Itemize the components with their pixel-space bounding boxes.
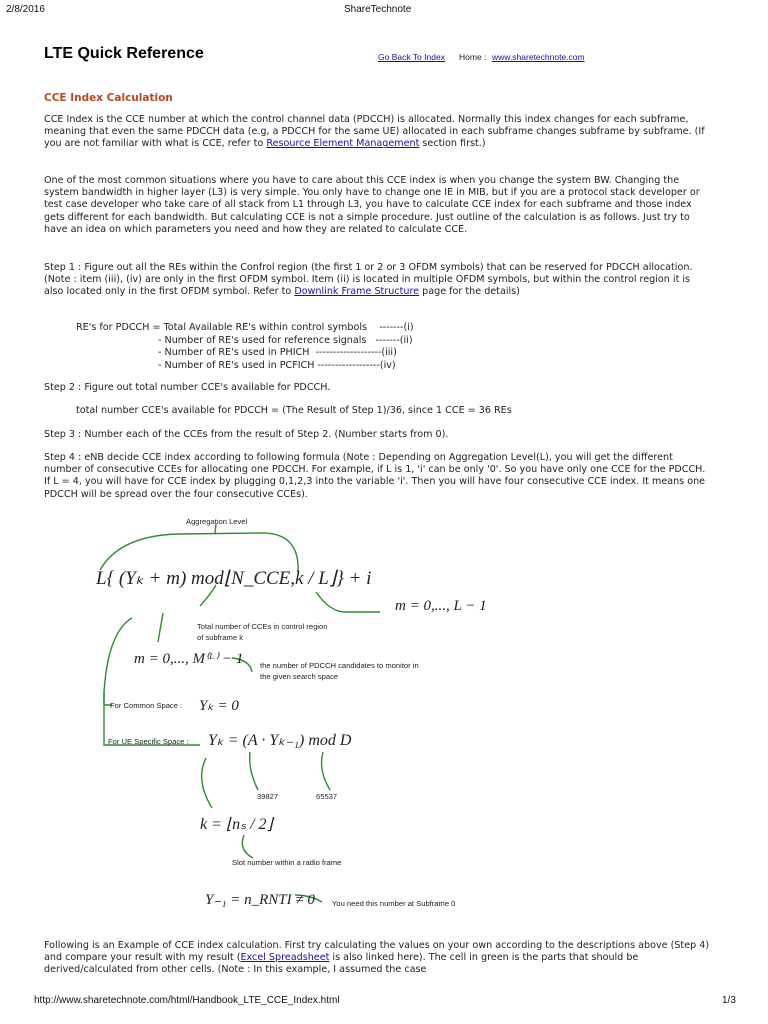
- constant-a-value: 39827: [257, 792, 279, 801]
- step1-text: Step 1 : Figure out all the REs within the Confrol region (the first 1 or 2 or 3 OFDM symbols) that can be reserved for PDCCH allocation. (Note : item (iii), (iv) are only in the first OFDM symbol. Item (ii) is located in multiple OFDM symbols, but within the control region it is also located only in the first OFDM symbol. Refer to: [44, 262, 693, 298]
- go-back-link[interactable]: Go Back To Index: [378, 52, 445, 62]
- excel-spreadsheet-link[interactable]: Excel Spreadsheet: [240, 952, 330, 964]
- home-link[interactable]: www.sharetechnote.com: [492, 52, 585, 62]
- main-formula: L{ (Yₖ + m) mod⌊N_CCE,k / L⌋} + i: [96, 568, 372, 589]
- footer-url: http://www.sharetechnote.com/html/Handbook_LTE_CCE_Index.html: [34, 995, 340, 1006]
- intro-tail: section first.): [419, 138, 486, 150]
- ue-space-formula: Yₖ = (A · Yₖ₋₁) mod D: [208, 732, 352, 749]
- example-text: Following is an Example of CCE index calculation. First try calculating the values on your own according to the descriptions above (Step 4) and compare your result with my result (: [44, 940, 710, 964]
- home-label: Home :: [459, 52, 487, 62]
- step4-paragraph: Step 4 : eNB decide CCE index according to following formula (Note : Depending on Aggregation Level(L), you will get the different number of consecutive CCEs for allocating one PDCCH. For example, if L is 1, 'i' can be only '0'. So you have only one CCE for the PDCCH. If L = 4, you will have for CCE index by plugging 0,1,2,3 into the variable 'i'. Then you will have four consecutive CCE index. It means one PDCCH will be spread over the four consecutive CCEs).: [44, 452, 706, 500]
- example-tail: is also linked here). The cell in green is the parts that should be derived/calculated from other cells. (Note : In this example, I assumed the case: [44, 952, 639, 976]
- pdcch-candidates-label-2: the given search space: [260, 672, 339, 681]
- constant-d-value: 65537: [316, 792, 338, 801]
- section-title: CCE Index Calculation: [44, 92, 173, 104]
- formula-line-3: - Number of RE's used in PHICH -------------------(iii): [158, 347, 397, 358]
- total-cce-label-2: of subframe k: [197, 633, 244, 642]
- step1-tail: page for the details): [419, 286, 520, 298]
- bw-paragraph: One of the most common situations where you have to care about this CCE index is when you change the system BW. Changing the system bandwidth in higher layer (L3) is very simple. You only have to change one IE in MIB, but if you are a protocol stack developer or test case developer who take care of all stack from L1 through L3, you have to calculate CCE index for each subframe and those index gets different for each bandwidth. But calculating CCE is not a simple procedure. Just outline of the calculation is as follows. Just try to have an idea on which parameters you need and how they are related to calculate CCE.: [44, 175, 700, 235]
- formula-line-1: RE's for PDCCH = Total Available RE's within control symbols -------(i): [76, 322, 414, 333]
- print-site-name: ShareTechnote: [344, 4, 412, 15]
- need-number-label: You need this number at Subframe 0: [332, 899, 456, 908]
- y-init-formula: Y₋₁ = n_RNTI ≠ 0: [205, 892, 315, 908]
- total-cce-label: Total number of CCEs in control region: [197, 622, 328, 631]
- common-space-label: For Common Space :: [110, 701, 183, 710]
- m-range2-formula: m = 0,..., M⁽ᴸ⁾ − 1: [134, 651, 244, 667]
- resource-element-link[interactable]: Resource Element Management: [266, 138, 420, 150]
- m-range-formula: m = 0,..., L − 1: [395, 598, 487, 614]
- footer-page-number: 1/3: [722, 995, 736, 1006]
- common-space-formula: Yₖ = 0: [199, 698, 239, 714]
- downlink-frame-link[interactable]: Downlink Frame Structure: [294, 286, 420, 298]
- formula-line-2: - Number of RE's used for reference signals -------(ii): [158, 335, 413, 346]
- page-title: LTE Quick Reference: [44, 45, 204, 62]
- intro-text: CCE Index is the CCE number at which the control channel data (PDCCH) is allocated. Normally this index changes for each subframe, meaning that even the same PDCCH data (e.g, a PDCCH for the same UE) allocated in each subframe changes subframe by subframe. (If you are not familiar with what is CCE, refer to: [44, 114, 705, 150]
- k-formula: k = ⌊nₛ / 2⌋: [200, 816, 273, 833]
- aggregation-level-label: Aggregation Level: [186, 517, 248, 526]
- formula-cce-total: total number CCE's available for PDCCH = (The Result of Step 1)/36, since 1 CCE = 36 REs: [76, 405, 512, 416]
- example-paragraph: [44, 940, 710, 977]
- print-date: 2/8/2016: [6, 4, 45, 15]
- slot-number-label: Slot number within a radio frame: [232, 858, 342, 867]
- ue-space-label: For UE Specific Space :: [108, 737, 189, 746]
- step2-paragraph: Step 2 : Figure out total number CCE's available for PDCCH.: [44, 382, 331, 393]
- step3-paragraph: Step 3 : Number each of the CCEs from the result of Step 2. (Number starts from 0).: [44, 429, 449, 440]
- pdcch-candidates-label: the number of PDCCH candidates to monitor in: [260, 661, 419, 670]
- formula-line-4: - Number of RE's used in PCFICH ------------------(iv): [158, 360, 396, 371]
